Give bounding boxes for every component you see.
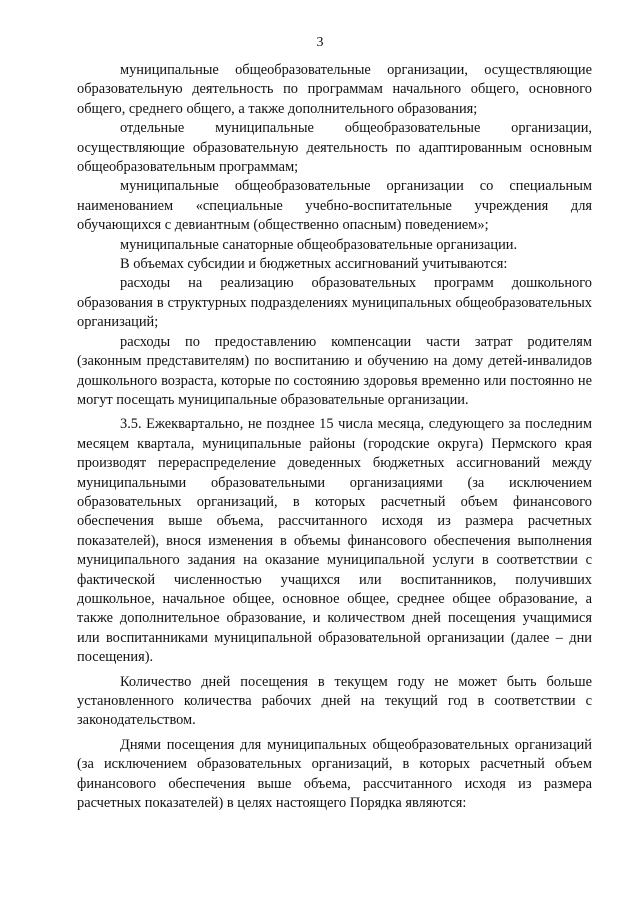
paragraph-8: 3.5. Ежеквартально, не позднее 15 числа месяца, следующего за последним месяцем квартала, муниципальные районы (городские округа) Пермского края производят перераспределение доведенных бюджетных ассигнований между муниципальными образовательными организациями (за исключением образовательных организаций, в которых расчетный объем финансового обеспечения выше объема, рассчитанного исходя из размера расчетных показателей), внося изменения в объемы финансового обеспечения выполнения муниципального задания на оказание муниципальной услуги в соответствии с фактической численностью учащихся или воспитанников, получивших дошкольное, начальное общее, основное общее, среднее общее образование, а также дополнительное образование, и количеством дней посещения учащимися или воспитанниками муниципальной образовательной организации (далее – дни посещения). xyxy=(77,416,592,666)
document-body xyxy=(77,61,592,813)
paragraph-3: муниципальные общеобразовательные организации со специальным наименованием «специальные учебно-воспитательные учреждения для обучающихся с девиантным (общественно опасным) поведением»; xyxy=(77,178,592,234)
paragraph-1: муниципальные общеобразовательные организации, осуществляющие образовательную деятельность по программам начального общего, основного общего, среднего общего, а также дополнительного образования; xyxy=(77,62,592,117)
paragraph-4: муниципальные санаторные общеобразовательные организации. xyxy=(120,236,518,253)
page-number: 3 xyxy=(316,35,324,50)
paragraph-2: отдельные муниципальные общеобразовательные организации, осуществляющие образовательную деятельность по адаптированным основным общеобразовательным программам; xyxy=(77,120,592,176)
paragraph-10: Днями посещения для муниципальных общеобразовательных организаций (за исключением образовательных организаций, в которых расчетный объем финансового обеспечения выше объема, рассчитанного исходя из размера расчетных показателей) в целях настоящего Порядка являются: xyxy=(77,736,592,812)
paragraph-7: расходы по предоставлению компенсации части затрат родителям (законным представителям) по воспитанию и обучению на дому детей-инвалидов дошкольного возраста, которые по состоянию здоровья временно или постоянно не могут посещать муниципальные образовательные организации. xyxy=(77,333,592,408)
paragraph-5: В объемах субсидии и бюджетных ассигнований учитываются: xyxy=(120,256,508,273)
paragraph-6: расходы на реализацию образовательных программ дошкольного образования в структурных подразделениях муниципальных общеобразовательных организаций; xyxy=(77,275,592,331)
paragraph-9: Количество дней посещения в текущем году не может быть больше установленного количества рабочих дней на текущий год в соответствии с законодательством. xyxy=(77,673,592,729)
